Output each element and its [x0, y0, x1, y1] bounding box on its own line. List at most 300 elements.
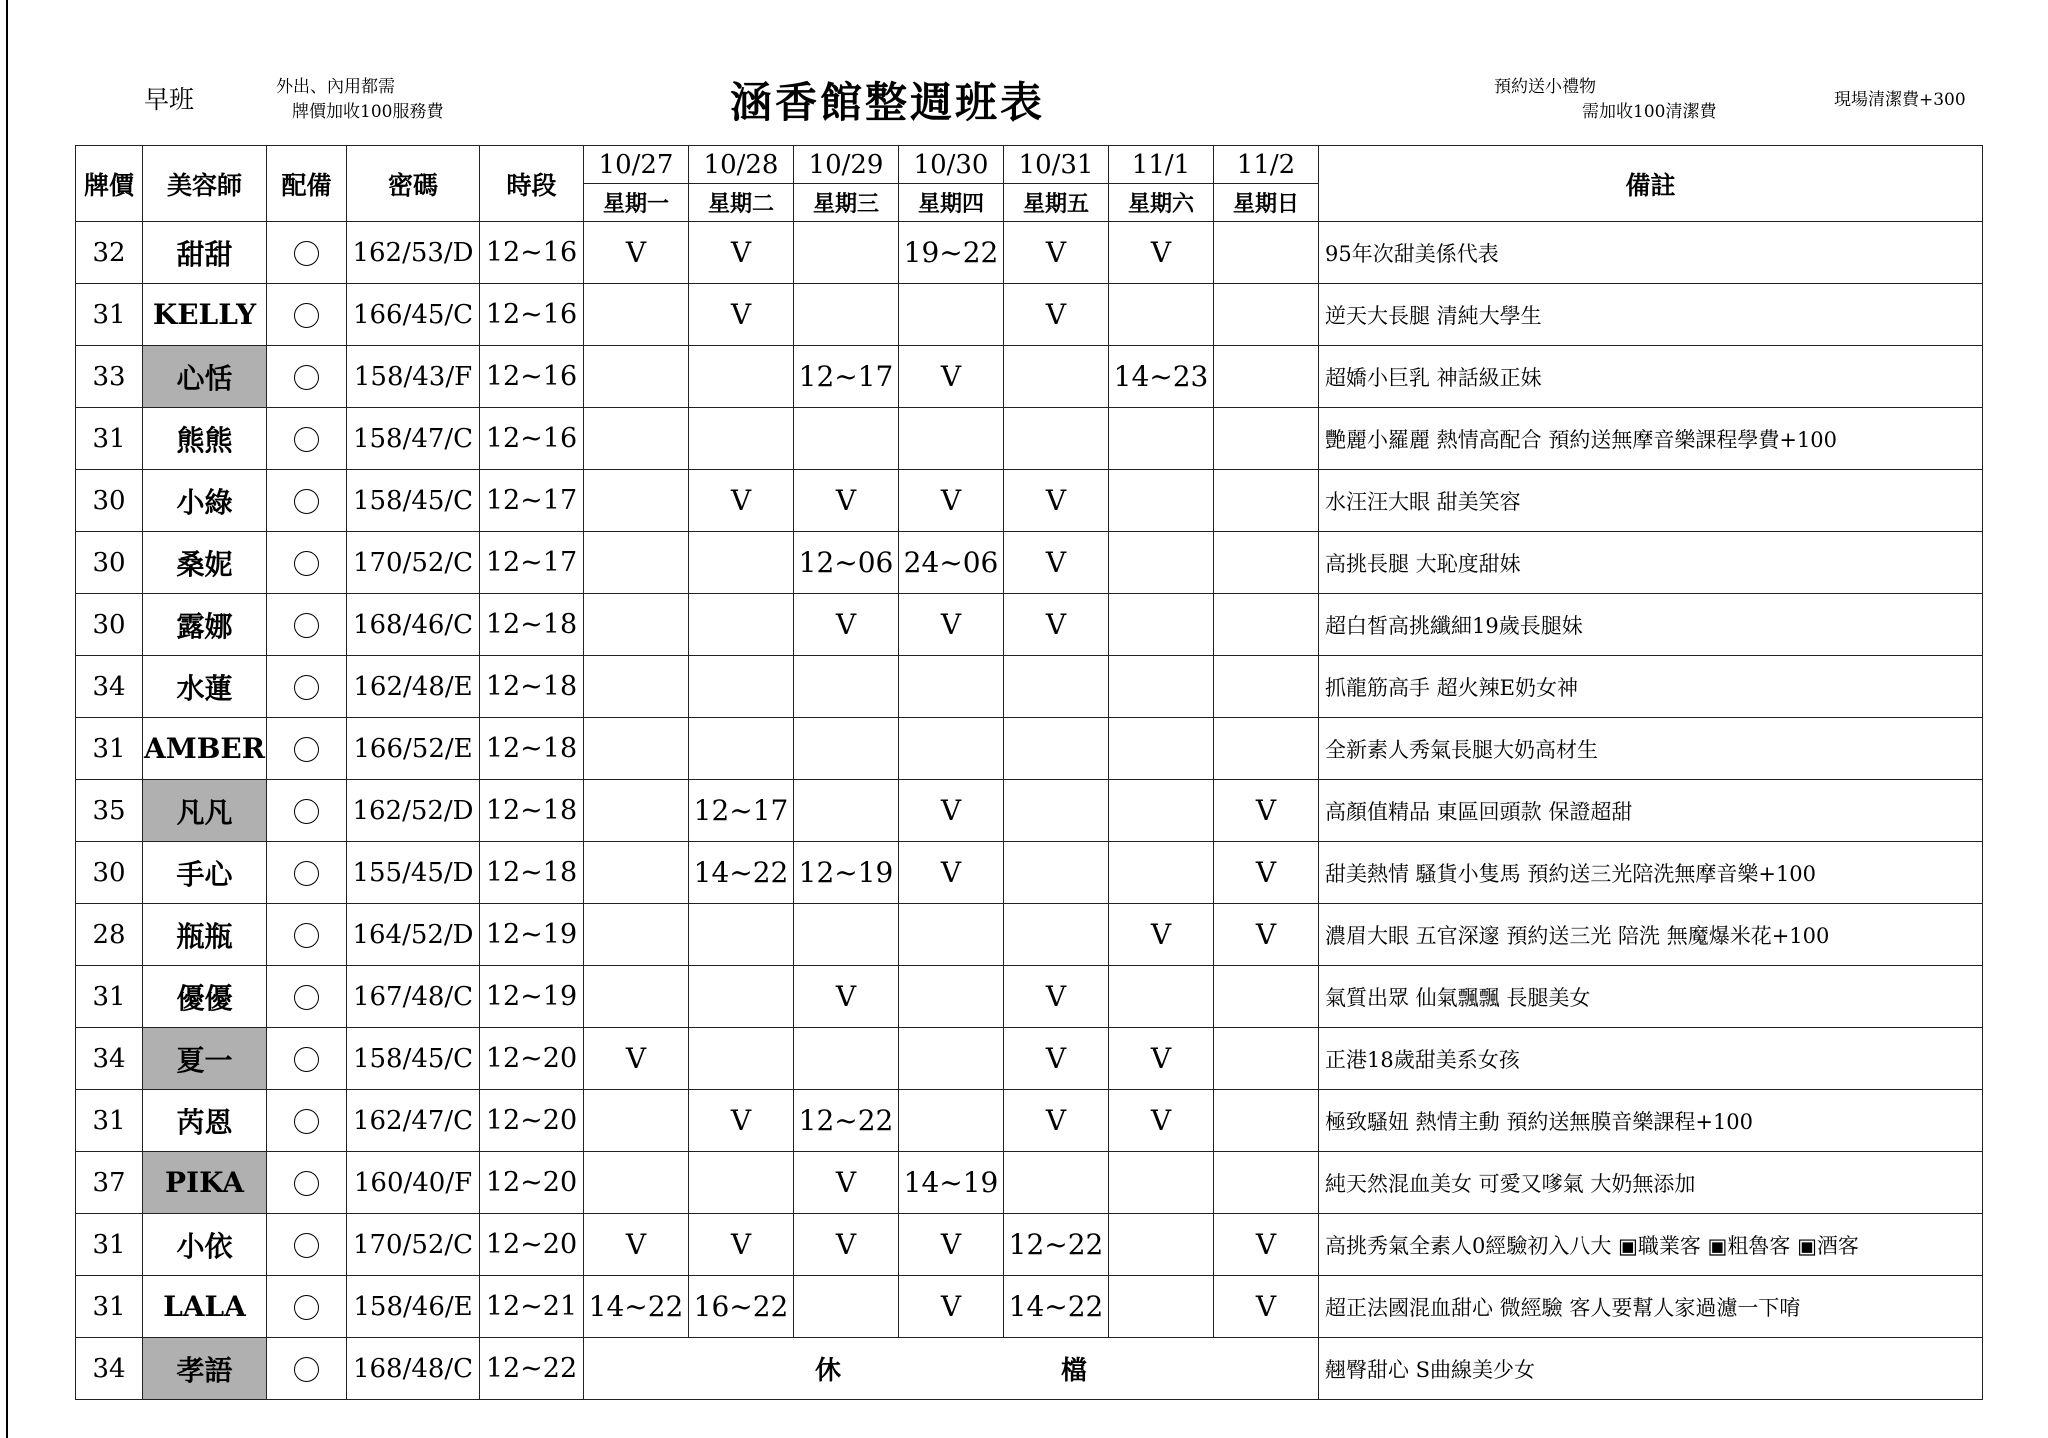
day-cell	[584, 594, 689, 656]
name-cell: 小綠	[143, 470, 267, 532]
schedule-rows	[76, 222, 1983, 1400]
day-cell	[1214, 470, 1319, 532]
table-row	[76, 470, 1983, 532]
day-cell: 14~22	[584, 1276, 689, 1338]
day-cell	[1004, 904, 1109, 966]
table-row	[76, 346, 1983, 408]
price-cell: 31	[76, 966, 143, 1028]
code-cell: 155/45/D	[347, 842, 480, 904]
day-cell: V	[1214, 1214, 1319, 1276]
time-cell: 12~20	[480, 1214, 584, 1276]
day-cell	[794, 284, 899, 346]
circle-icon	[294, 1233, 319, 1258]
day-cell: 16~22	[689, 1276, 794, 1338]
day-cell: V	[1214, 780, 1319, 842]
name-cell: 心恬	[143, 346, 267, 408]
circle-icon	[294, 737, 319, 762]
code-cell: 166/52/E	[347, 718, 480, 780]
col-header-date: 11/2	[1214, 146, 1319, 184]
time-cell: 12~18	[480, 842, 584, 904]
day-cell	[584, 470, 689, 532]
equip-cell	[267, 656, 347, 718]
code-cell: 162/47/C	[347, 1090, 480, 1152]
name-cell: 凡凡	[143, 780, 267, 842]
price-cell: 34	[76, 1028, 143, 1090]
table-row	[76, 904, 1983, 966]
col-header-price: 牌價	[76, 146, 143, 222]
day-cell	[689, 966, 794, 1028]
col-header-weekday: 星期日	[1214, 184, 1319, 222]
day-cell: 12~17	[794, 346, 899, 408]
day-cell	[794, 1028, 899, 1090]
day-cell	[584, 284, 689, 346]
day-cell: 12~22	[794, 1090, 899, 1152]
code-cell: 160/40/F	[347, 1152, 480, 1214]
table-row	[76, 780, 1983, 842]
code-cell: 167/48/C	[347, 966, 480, 1028]
price-cell: 31	[76, 1214, 143, 1276]
day-cell	[689, 408, 794, 470]
day-cell: V	[1004, 222, 1109, 284]
day-cell	[794, 718, 899, 780]
day-cell: V	[1109, 222, 1214, 284]
equip-cell	[267, 408, 347, 470]
note-cell: 濃眉大眼 五官深邃 預約送三光 陪洗 無魔爆米花+100	[1319, 904, 1983, 966]
code-cell: 158/46/E	[347, 1276, 480, 1338]
day-cell	[1214, 1152, 1319, 1214]
day-cell: 19~22	[899, 222, 1004, 284]
code-cell: 168/48/C	[347, 1338, 480, 1400]
price-cell: 31	[76, 1090, 143, 1152]
day-cell: V	[794, 1152, 899, 1214]
circle-icon	[294, 1357, 319, 1382]
note-cell: 抓龍筋高手 超火辣E奶女神	[1319, 656, 1983, 718]
note-cell: 艷麗小羅麗 熱情高配合 預約送無摩音樂課程學費+100	[1319, 408, 1983, 470]
day-cell: V	[1004, 966, 1109, 1028]
equip-cell	[267, 594, 347, 656]
day-cell	[1214, 284, 1319, 346]
cleaning-fee-note: 現場清潔費+300	[1834, 90, 1966, 110]
code-cell: 164/52/D	[347, 904, 480, 966]
time-cell: 12~19	[480, 966, 584, 1028]
day-cell	[1109, 656, 1214, 718]
circle-icon	[294, 241, 319, 266]
circle-icon	[294, 1171, 319, 1196]
day-cell	[584, 966, 689, 1028]
code-cell: 158/47/C	[347, 408, 480, 470]
col-header-weekday: 星期一	[584, 184, 689, 222]
day-cell: V	[584, 1214, 689, 1276]
note-cell: 超嬌小巨乳 神話級正妹	[1319, 346, 1983, 408]
name-cell: 露娜	[143, 594, 267, 656]
name-cell: 芮恩	[143, 1090, 267, 1152]
day-cell	[1109, 842, 1214, 904]
equip-cell	[267, 346, 347, 408]
note-cell: 翹臀甜心 S曲線美少女	[1319, 1338, 1983, 1400]
day-cell	[584, 1090, 689, 1152]
col-header-date: 10/30	[899, 146, 1004, 184]
code-cell: 166/45/C	[347, 284, 480, 346]
circle-icon	[294, 551, 319, 576]
note-cell: 逆天大長腿 清純大學生	[1319, 284, 1983, 346]
day-cell	[794, 904, 899, 966]
col-header-date: 11/1	[1109, 146, 1214, 184]
circle-icon	[294, 1109, 319, 1134]
day-cell	[794, 1276, 899, 1338]
time-cell: 12~17	[480, 470, 584, 532]
equip-cell	[267, 904, 347, 966]
day-cell	[1109, 718, 1214, 780]
col-header-weekday: 星期三	[794, 184, 899, 222]
service-fee-note-line1: 外出、內用都需	[276, 77, 395, 97]
day-cell	[1109, 780, 1214, 842]
code-cell: 162/52/D	[347, 780, 480, 842]
day-cell	[1214, 532, 1319, 594]
day-cell	[689, 1152, 794, 1214]
day-cell: 12~17	[689, 780, 794, 842]
name-cell: 熊熊	[143, 408, 267, 470]
day-off-label-right: 檔	[1061, 1356, 1088, 1386]
equip-cell	[267, 470, 347, 532]
day-cell	[899, 1090, 1004, 1152]
table-row	[76, 284, 1983, 346]
day-cell: V	[899, 1276, 1004, 1338]
circle-icon	[294, 303, 319, 328]
day-cell: V	[899, 842, 1004, 904]
day-cell	[1214, 594, 1319, 656]
time-cell: 12~20	[480, 1028, 584, 1090]
col-header-date: 10/28	[689, 146, 794, 184]
note-cell: 極致騷妞 熱情主動 預約送無膜音樂課程+100	[1319, 1090, 1983, 1152]
table-row	[76, 1090, 1983, 1152]
day-cell: V	[689, 470, 794, 532]
day-cell: 14~19	[899, 1152, 1004, 1214]
day-cell	[1004, 656, 1109, 718]
price-cell: 32	[76, 222, 143, 284]
circle-icon	[294, 427, 319, 452]
name-cell: AMBER	[143, 718, 267, 780]
day-cell	[1004, 780, 1109, 842]
day-cell	[1214, 346, 1319, 408]
price-cell: 35	[76, 780, 143, 842]
equip-cell	[267, 1028, 347, 1090]
day-cell	[899, 408, 1004, 470]
day-cell: V	[1004, 284, 1109, 346]
circle-icon	[294, 489, 319, 514]
day-cell: V	[794, 470, 899, 532]
day-cell	[899, 1028, 1004, 1090]
day-cell: V	[899, 346, 1004, 408]
circle-icon	[294, 985, 319, 1010]
day-cell	[1214, 222, 1319, 284]
day-cell	[794, 408, 899, 470]
time-cell: 12~16	[480, 222, 584, 284]
note-cell: 高顏值精品 東區回頭款 保證超甜	[1319, 780, 1983, 842]
code-cell: 170/52/C	[347, 532, 480, 594]
day-cell	[689, 1028, 794, 1090]
day-cell	[899, 904, 1004, 966]
time-cell: 12~19	[480, 904, 584, 966]
day-cell	[1214, 656, 1319, 718]
day-cell	[1004, 842, 1109, 904]
day-off-label-left: 休	[814, 1356, 841, 1386]
note-cell: 氣質出眾 仙氣飄飄 長腿美女	[1319, 966, 1983, 1028]
equip-cell	[267, 1276, 347, 1338]
day-cell: 14~23	[1109, 346, 1214, 408]
day-cell: 14~22	[689, 842, 794, 904]
table-row	[76, 532, 1983, 594]
circle-icon	[294, 365, 319, 390]
table-row	[76, 1338, 1983, 1400]
time-cell: 12~18	[480, 656, 584, 718]
gift-note-line2: 需加收100清潔費	[1582, 102, 1717, 122]
name-cell: PIKA	[143, 1152, 267, 1214]
circle-icon	[294, 861, 319, 886]
day-cell	[584, 718, 689, 780]
name-cell: 小依	[143, 1214, 267, 1276]
note-cell: 正港18歲甜美系女孩	[1319, 1028, 1983, 1090]
col-header-notes: 備註	[1319, 146, 1983, 222]
table-row	[76, 408, 1983, 470]
equip-cell	[267, 780, 347, 842]
day-cell: V	[1109, 1090, 1214, 1152]
day-cell	[584, 842, 689, 904]
col-header-date: 10/27	[584, 146, 689, 184]
circle-icon	[294, 1047, 319, 1072]
day-cell	[1214, 1090, 1319, 1152]
day-cell	[584, 904, 689, 966]
table-row	[76, 1214, 1983, 1276]
note-cell: 全新素人秀氣長腿大奶高材生	[1319, 718, 1983, 780]
note-cell: 高挑長腿 大恥度甜妹	[1319, 532, 1983, 594]
day-cell: 12~19	[794, 842, 899, 904]
day-cell	[1214, 966, 1319, 1028]
day-cell: V	[1214, 1276, 1319, 1338]
circle-icon	[294, 675, 319, 700]
day-cell: V	[1214, 842, 1319, 904]
day-cell	[899, 656, 1004, 718]
page-title: 涵香館整週班表	[730, 78, 1046, 127]
time-cell: 12~22	[480, 1338, 584, 1400]
col-header-time: 時段	[480, 146, 584, 222]
price-cell: 30	[76, 842, 143, 904]
note-cell: 甜美熱情 騷貨小隻馬 預約送三光陪洗無摩音樂+100	[1319, 842, 1983, 904]
equip-cell	[267, 1338, 347, 1400]
equip-cell	[267, 284, 347, 346]
table-row	[76, 1152, 1983, 1214]
name-cell: 夏一	[143, 1028, 267, 1090]
equip-cell	[267, 1214, 347, 1276]
day-cell	[584, 532, 689, 594]
equip-cell	[267, 532, 347, 594]
day-cell: V	[1004, 1028, 1109, 1090]
equip-cell	[267, 1090, 347, 1152]
service-fee-note-line2: 牌價加收100服務費	[292, 102, 444, 122]
day-cell	[899, 284, 1004, 346]
day-cell	[1109, 470, 1214, 532]
name-cell: 孝語	[143, 1338, 267, 1400]
day-cell: V	[794, 594, 899, 656]
table-row	[76, 842, 1983, 904]
price-cell: 30	[76, 470, 143, 532]
note-cell: 高挑秀氣全素人0經驗初入八大 ▣職業客 ▣粗魯客 ▣酒客	[1319, 1214, 1983, 1276]
table-row	[76, 966, 1983, 1028]
day-cell	[689, 656, 794, 718]
col-header-weekday: 星期二	[689, 184, 794, 222]
table-row	[76, 594, 1983, 656]
price-cell: 31	[76, 1276, 143, 1338]
name-cell: LALA	[143, 1276, 267, 1338]
day-cell	[794, 656, 899, 718]
day-cell: 12~06	[794, 532, 899, 594]
time-cell: 12~20	[480, 1152, 584, 1214]
day-cell	[1109, 966, 1214, 1028]
day-cell: V	[1109, 904, 1214, 966]
weekly-schedule-table	[75, 145, 1983, 1400]
day-cell	[1109, 532, 1214, 594]
price-cell: 31	[76, 408, 143, 470]
note-cell: 95年次甜美係代表	[1319, 222, 1983, 284]
day-cell	[584, 780, 689, 842]
time-cell: 12~18	[480, 594, 584, 656]
code-cell: 158/45/C	[347, 470, 480, 532]
table-row	[76, 1276, 1983, 1338]
day-cell: V	[1214, 904, 1319, 966]
day-cell	[1109, 1152, 1214, 1214]
note-cell: 超正法國混血甜心 微經驗 客人要幫人家過濾一下唷	[1319, 1276, 1983, 1338]
day-cell: V	[899, 780, 1004, 842]
equip-cell	[267, 842, 347, 904]
day-cell	[689, 594, 794, 656]
day-cell	[584, 656, 689, 718]
day-cell: V	[689, 284, 794, 346]
name-cell: 手心	[143, 842, 267, 904]
price-cell: 34	[76, 656, 143, 718]
time-cell: 12~16	[480, 346, 584, 408]
price-cell: 30	[76, 532, 143, 594]
col-header-weekday: 星期五	[1004, 184, 1109, 222]
day-cell	[1004, 1152, 1109, 1214]
day-cell: V	[1004, 532, 1109, 594]
price-cell: 31	[76, 284, 143, 346]
price-cell: 30	[76, 594, 143, 656]
time-cell: 12~16	[480, 408, 584, 470]
day-cell	[584, 1152, 689, 1214]
col-header-weekday: 星期六	[1109, 184, 1214, 222]
gift-note-line1: 預約送小禮物	[1494, 77, 1596, 97]
col-header-date: 10/31	[1004, 146, 1109, 184]
day-cell	[794, 222, 899, 284]
equip-cell	[267, 966, 347, 1028]
day-cell	[1109, 408, 1214, 470]
table-row	[76, 718, 1983, 780]
day-cell: V	[794, 966, 899, 1028]
day-cell	[1109, 594, 1214, 656]
code-cell: 170/52/C	[347, 1214, 480, 1276]
day-cell: V	[689, 222, 794, 284]
price-cell: 31	[76, 718, 143, 780]
day-cell: 12~22	[1004, 1214, 1109, 1276]
note-cell: 純天然混血美女 可愛又嗲氣 大奶無添加	[1319, 1152, 1983, 1214]
circle-icon	[294, 799, 319, 824]
name-cell: 瓶瓶	[143, 904, 267, 966]
col-header-weekday: 星期四	[899, 184, 1004, 222]
circle-icon	[294, 1295, 319, 1320]
day-cell	[899, 966, 1004, 1028]
table-row	[76, 1028, 1983, 1090]
name-cell: 桑妮	[143, 532, 267, 594]
equip-cell	[267, 222, 347, 284]
col-header-equip: 配備	[267, 146, 347, 222]
day-cell	[1004, 346, 1109, 408]
time-cell: 12~21	[480, 1276, 584, 1338]
equip-cell	[267, 1152, 347, 1214]
name-cell: 甜甜	[143, 222, 267, 284]
name-cell: 水蓮	[143, 656, 267, 718]
col-header-name: 美容師	[143, 146, 267, 222]
equip-cell	[267, 718, 347, 780]
day-cell: V	[899, 470, 1004, 532]
day-cell	[1109, 1214, 1214, 1276]
day-cell: V	[899, 594, 1004, 656]
day-off-cell	[584, 1338, 1319, 1400]
price-cell: 28	[76, 904, 143, 966]
price-cell: 33	[76, 346, 143, 408]
col-header-code: 密碼	[347, 146, 480, 222]
day-cell: V	[1004, 594, 1109, 656]
code-cell: 162/53/D	[347, 222, 480, 284]
day-cell: V	[689, 1090, 794, 1152]
day-cell: V	[584, 1028, 689, 1090]
day-cell: V	[689, 1214, 794, 1276]
day-cell	[689, 532, 794, 594]
day-cell: V	[584, 222, 689, 284]
day-cell	[1109, 1276, 1214, 1338]
day-cell	[1004, 718, 1109, 780]
page-left-border	[6, 0, 8, 1438]
day-cell	[899, 718, 1004, 780]
day-cell: V	[1004, 470, 1109, 532]
note-cell: 超白皙高挑纖細19歲長腿妹	[1319, 594, 1983, 656]
day-cell: 24~06	[899, 532, 1004, 594]
code-cell: 158/43/F	[347, 346, 480, 408]
day-cell	[1109, 284, 1214, 346]
day-cell: 14~22	[1004, 1276, 1109, 1338]
day-cell	[584, 346, 689, 408]
day-cell: V	[1109, 1028, 1214, 1090]
time-cell: 12~16	[480, 284, 584, 346]
day-cell: V	[899, 1214, 1004, 1276]
day-cell: V	[1004, 1090, 1109, 1152]
day-cell	[689, 346, 794, 408]
table-row	[76, 656, 1983, 718]
day-cell	[1214, 718, 1319, 780]
time-cell: 12~20	[480, 1090, 584, 1152]
day-cell	[1214, 1028, 1319, 1090]
day-cell: V	[794, 1214, 899, 1276]
price-cell: 37	[76, 1152, 143, 1214]
day-cell	[689, 718, 794, 780]
table-row	[76, 222, 1983, 284]
note-cell: 水汪汪大眼 甜美笑容	[1319, 470, 1983, 532]
code-cell: 168/46/C	[347, 594, 480, 656]
name-cell: 優優	[143, 966, 267, 1028]
col-header-date: 10/29	[794, 146, 899, 184]
time-cell: 12~18	[480, 780, 584, 842]
name-cell: KELLY	[143, 284, 267, 346]
day-cell	[584, 408, 689, 470]
day-cell	[794, 780, 899, 842]
